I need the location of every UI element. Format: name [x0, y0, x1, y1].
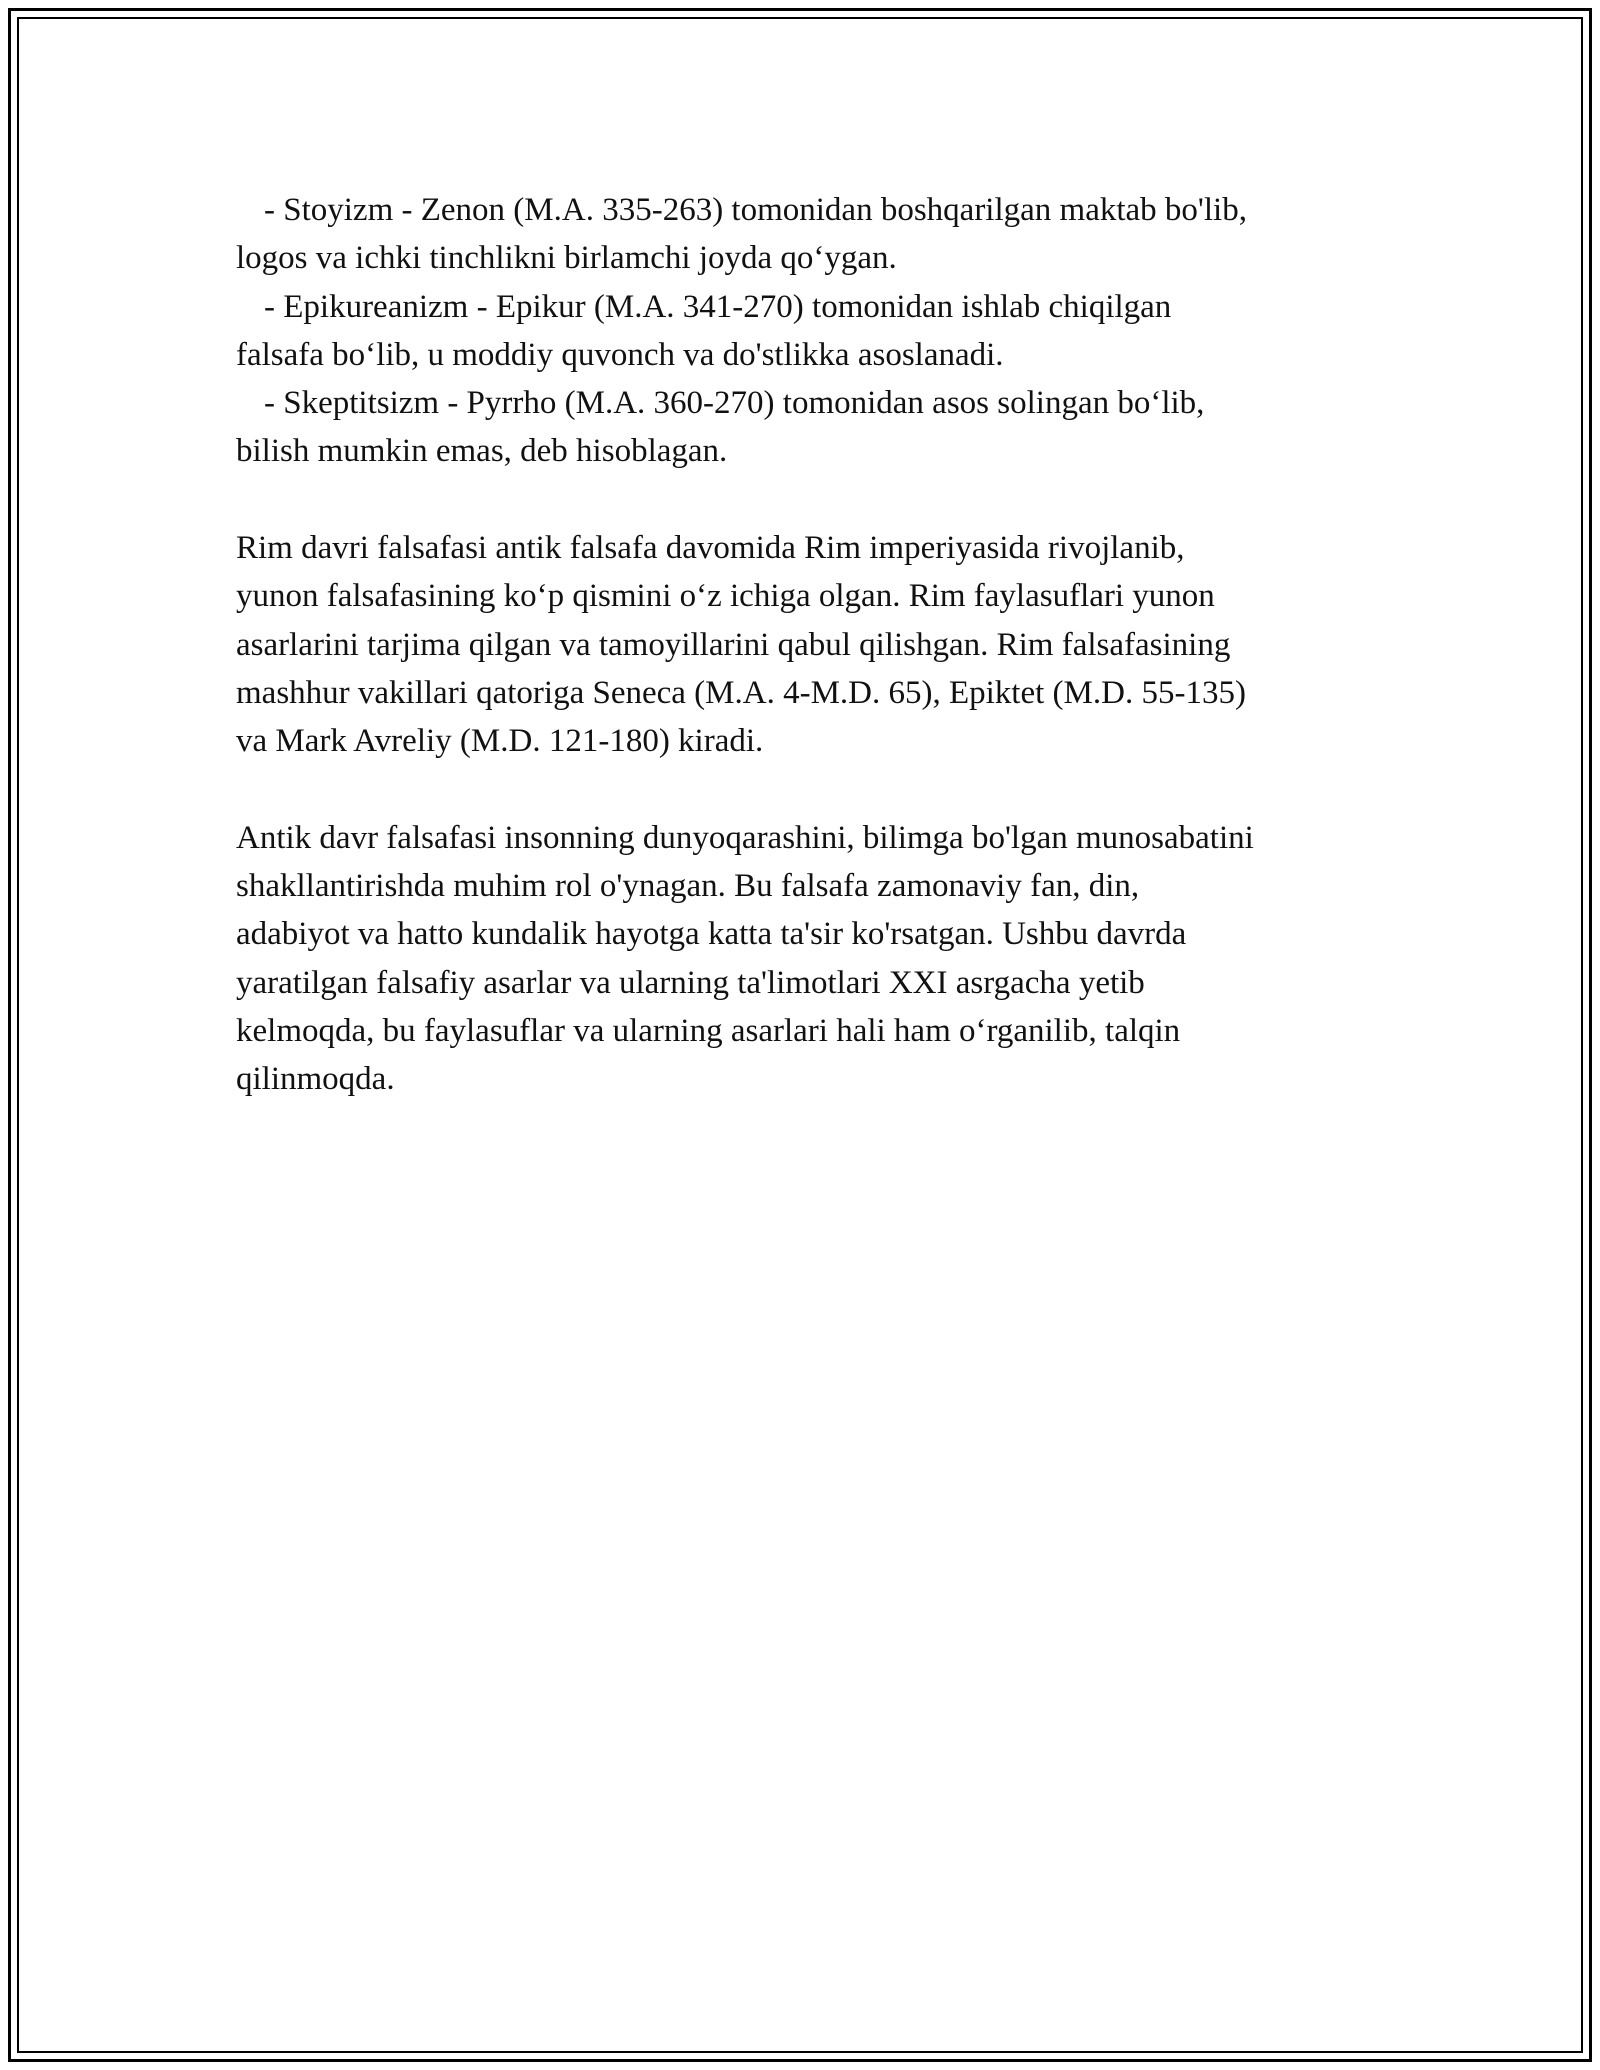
philosophical-schools-list — [236, 186, 1396, 476]
paragraph-line: adabiyot va hatto kundalik hayotga katta ta'sir ko'rsatgan. Ushbu davrda — [236, 916, 1187, 953]
paragraph-line: Rim davri falsafasi antik falsafa davomida Rim imperiyasida rivojlanib, — [236, 530, 1185, 567]
school-item-epicureanism-line-1: - Epikureanizm - Epikur (M.A. 341-270) tomonidan ishlab chiqilgan — [264, 288, 1172, 325]
school-item-skepticism-line-1: - Skeptitsizm - Pyrrho (M.A. 360-270) tomonidan asos solingan bo‘lib, — [264, 385, 1205, 422]
paragraph-line: asarlarini tarjima qilgan va tamoyillarini qabul qilishgan. Rim falsafasining — [236, 626, 1231, 663]
roman-philosophy-paragraph — [236, 524, 1396, 765]
conclusion-paragraph — [236, 814, 1396, 1104]
school-item-stoicism-line-2: logos va ichki tinchlikni birlamchi joyda qo‘ygan. — [236, 240, 897, 277]
paragraph-line: va Mark Avreliy (M.D. 121-180) kiradi. — [236, 723, 764, 760]
paragraph-line: qilinmoqda. — [236, 1061, 395, 1098]
paragraph-line: Antik davr falsafasi insonning dunyoqarashini, bilimga bo'lgan munosabatini — [236, 819, 1254, 856]
document-body — [236, 186, 1396, 1104]
paragraph-line: kelmoqda, bu faylasuflar va ularning asarlari hali ham o‘rganilib, talqin — [236, 1013, 1181, 1050]
school-item-stoicism-line-1: - Stoyizm - Zenon (M.A. 335-263) tomonidan boshqarilgan maktab bo'lib, — [264, 192, 1247, 228]
school-item-skepticism-line-2: bilish mumkin emas, deb hisoblagan. — [236, 433, 728, 470]
paragraph-line: shakllantirishda muhim rol o'ynagan. Bu falsafa zamonaviy fan, din, — [236, 868, 1140, 905]
school-item-epicureanism-line-2: falsafa bo‘lib, u moddiy quvonch va do'stlikka asoslanadi. — [236, 336, 1004, 373]
paragraph-line: yunon falsafasining ko‘p qismini o‘z ichiga olgan. Rim faylasuflari yunon — [236, 578, 1215, 615]
paragraph-line: yaratilgan falsafiy asarlar va ularning ta'limotlari XXI asrgacha yetib — [236, 964, 1145, 1001]
paragraph-line: mashhur vakillari qatoriga Seneca (M.A. 4-M.D. 65), Epiktet (M.D. 55-135) — [236, 674, 1246, 711]
